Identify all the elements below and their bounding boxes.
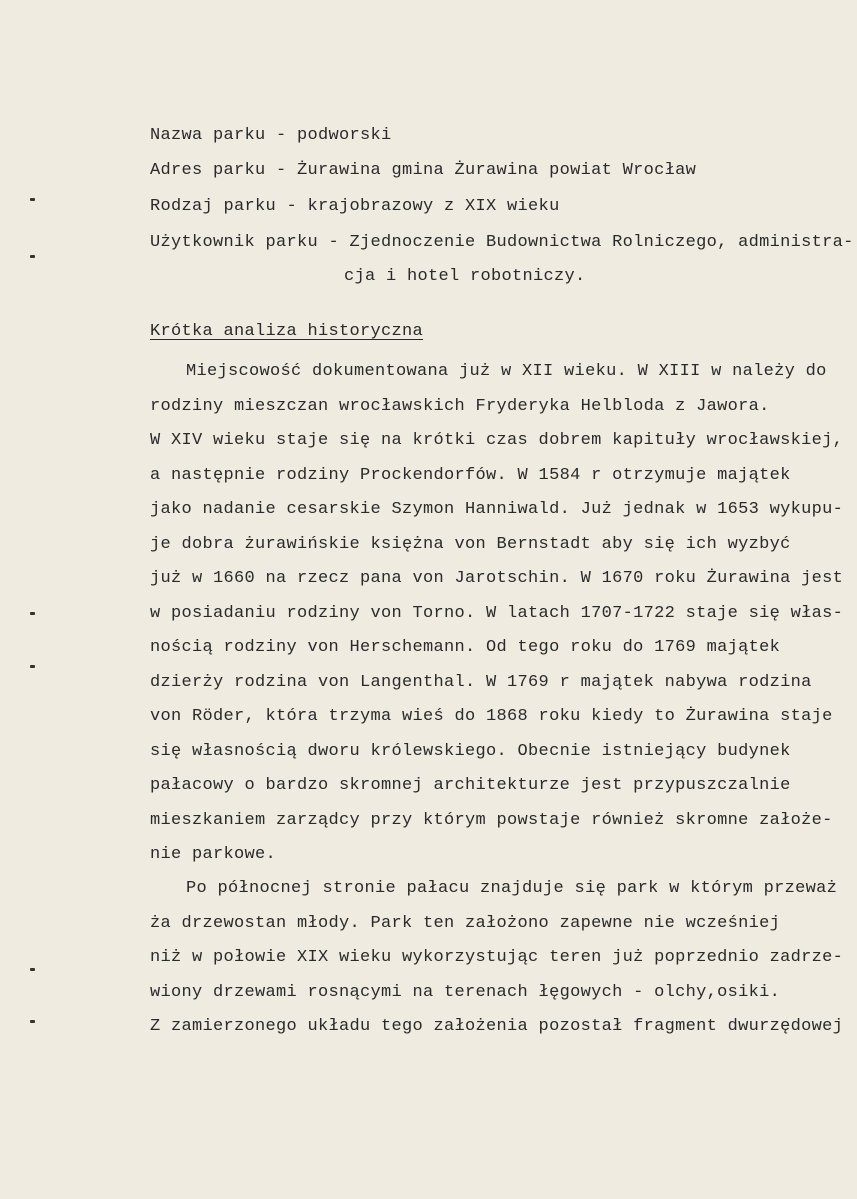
park-type-line: Rodzaj parku - krajobrazowy z XIX wieku [150, 197, 560, 216]
text-line: je dobra żurawińskie księżna von Bernstadt aby się ich wyzbyć [150, 534, 791, 554]
text-line: a następnie rodziny Prockendorfów. W 1584 r otrzymuje majątek [150, 465, 791, 485]
park-user-line-continued: cja i hotel robotniczy. [344, 267, 586, 286]
text-line: nością rodziny von Herschemann. Od tego roku do 1769 majątek [150, 638, 781, 657]
margin-mark [30, 198, 35, 201]
margin-mark [30, 968, 35, 971]
text-line: jako nadanie cesarskie Szymon Hanniwald. Już jednak w 1653 wykupu- [150, 500, 844, 519]
margin-mark [30, 665, 35, 668]
park-user-line: Użytkownik parku - Zjednoczenie Budownictwa Rolniczego, administra- [150, 233, 854, 252]
margin-mark [30, 255, 35, 258]
text-line: rodziny mieszczan wrocławskich Fryderyka Helbloda z Jawora. [150, 396, 770, 416]
text-line: się własnością dworu królewskiego. Obecnie istniejący budynek [150, 741, 791, 761]
text-line: dzierży rodzina von Langenthal. W 1769 r majątek nabywa rodzina [150, 672, 812, 692]
text-line: ża drzewostan młody. Park ten założono zapewne nie wcześniej [150, 913, 781, 933]
text-line: Miejscowość dokumentowana już w XII wieku. W XIII w należy do [186, 362, 827, 381]
text-line: już w 1660 na rzecz pana von Jarotschin. W 1670 roku Żurawina jest [150, 569, 844, 588]
text-line: wiony drzewami rosnącymi na terenach łęgowych - olchy,osiki. [150, 982, 781, 1002]
margin-mark [30, 612, 35, 615]
text-line: Z zamierzonego układu tego założenia pozostał fragment dwurzędowej [150, 1017, 844, 1036]
text-line: niż w połowie XIX wieku wykorzystując teren już poprzednio zadrze- [150, 948, 844, 967]
text-line: nie parkowe. [150, 845, 277, 864]
text-line: w posiadaniu rodziny von Torno. W latach 1707-1722 staje się włas- [150, 603, 844, 623]
margin-mark [30, 1020, 35, 1023]
text-line: von Röder, która trzyma wieś do 1868 roku kiedy to Żurawina staje [150, 707, 833, 726]
text-line: W XIV wieku staje się na krótki czas dobrem kapituły wrocławskiej, [150, 431, 844, 450]
text-line: Po północnej stronie pałacu znajduje się park w którym przeważ [186, 879, 838, 898]
text-line: mieszkaniem zarządcy przy którym powstaje również skromne założe- [150, 810, 833, 830]
section-heading: Krótka analiza historyczna [150, 322, 424, 341]
park-address-line: Adres parku - Żurawina gmina Żurawina powiat Wrocław [150, 161, 697, 180]
text-line: pałacowy o bardzo skromnej architekturze jest przypuszczalnie [150, 776, 791, 795]
park-name-line: Nazwa parku - podworski [150, 126, 392, 145]
